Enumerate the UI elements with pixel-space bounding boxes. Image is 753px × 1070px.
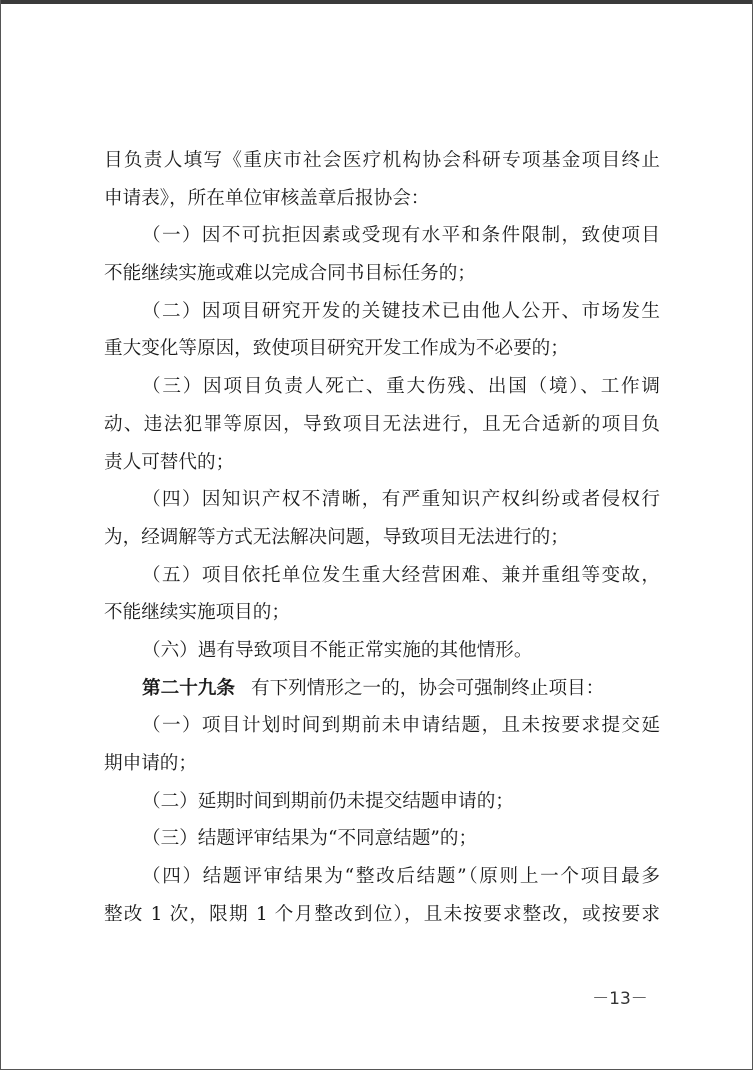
text-line: （一）因不可抗拒因素或受现有水平和条件限制，致使项目 (142, 225, 660, 247)
text-line: （五）项目依托单位发生重大经营困难、兼并重组等变故， (142, 564, 660, 586)
left-border (0, 0, 1, 1070)
text-line: （六）遇有导致项目不能正常实施的其他情形。 (142, 639, 533, 661)
article-heading-line (104, 670, 660, 708)
text-line: （四）因知识产权不清晰，有严重知识产权纠纷或者侵权行 (142, 489, 660, 511)
text-line: （二）因项目研究开发的关键技术已由他人公开、市场发生 (142, 300, 660, 322)
text-line: （三）因项目负责人死亡、重大伤残、出国（境）、工作调 (142, 376, 660, 398)
text-line: 重大变化等原因，致使项目研究开发工作成为不必要的； (104, 338, 569, 360)
text-line: 申请表》，所在单位审核盖章后报协会： (104, 187, 430, 209)
text-line: （一）项目计划时间到期前未申请结题，且未按要求提交延 (142, 715, 660, 737)
top-border (0, 0, 753, 4)
text-line: （三）结题评审结果为“不同意结题”的； (142, 828, 478, 850)
text-line: 目负责人填写《重庆市社会医疗机构协会科研专项基金项目终止 (104, 150, 660, 171)
text-line: 整改 1 次，限期 1 个月整改到位），且未按要求整改，或按要求 (104, 903, 660, 925)
text-line: （四）结题评审结果为“整改后结题”（原则上一个项目最多 (142, 866, 660, 888)
text-line: 为，经调解等方式无法解决问题，导致项目无法进行的； (104, 526, 569, 548)
text-line: （二）延期时间到期前仍未提交结题申请的； (142, 790, 514, 812)
text-line: 不能继续实施项目的； (104, 602, 290, 624)
text-line: 动、违法犯罪等原因，导致项目无法进行，且无合适新的项目负 (104, 413, 660, 435)
article-number: 第二十九条 (142, 677, 235, 699)
text-line: 不能继续实施或难以完成合同书目标任务的； (104, 263, 476, 285)
document-body (104, 142, 660, 933)
article-text: 有下列情形之一的，协会可强制终止项目： (250, 677, 605, 699)
text-line: 期申请的； (104, 753, 197, 774)
text-line: 责人可替代的； (104, 451, 235, 473)
page-number: －13－ (592, 989, 648, 1009)
